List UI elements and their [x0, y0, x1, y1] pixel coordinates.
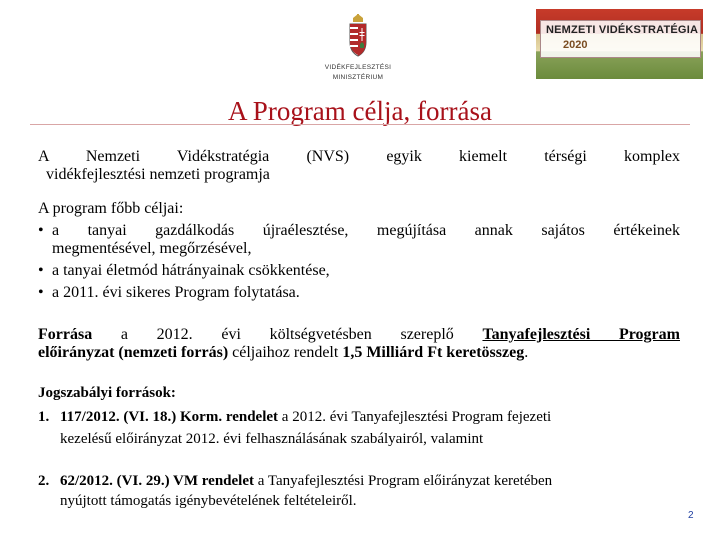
hungarian-coat-of-arms-icon	[347, 14, 369, 58]
source-line-2	[38, 344, 680, 362]
bullet-icon: •	[38, 262, 44, 279]
legal-ref: 117/2012. (VI. 18.) Korm. rendelet	[60, 409, 279, 425]
intro-text-a: A Nemzeti Vidékstratégia (NVS)	[38, 148, 350, 165]
program-name: Tanyafejlesztési Program	[482, 326, 680, 343]
page-number: 2	[688, 510, 694, 521]
legal-text-2: nyújtott támogatás igénybevételének feltételeiről.	[60, 493, 357, 509]
intro-line-1	[38, 148, 680, 166]
legal-item-number: 1.	[38, 409, 50, 425]
strategy-banner	[536, 9, 703, 79]
legal-ref: 62/2012. (VI. 29.) VM rendelet	[60, 473, 255, 489]
list-item-text: a 2011. évi sikeres Program folytatása.	[52, 284, 300, 301]
list-item-text: megmentésével, megőrzésével,	[52, 240, 252, 257]
intro-line-2: vidékfejlesztési nemzeti programja	[46, 166, 270, 183]
ministry-logo	[318, 14, 398, 84]
page-title: A Program célja, forrása	[228, 96, 492, 126]
logo-text-line1: VIDÉKFEJLESZTÉSI	[324, 64, 392, 71]
list-item-continuation	[38, 240, 680, 258]
legal-heading	[38, 385, 176, 402]
source-text-end: .	[524, 344, 529, 361]
source-label: Forrása	[38, 326, 93, 343]
list-item-text: a tanyai életmód hátrányainak csökkentése,	[52, 262, 330, 279]
logo-text-line2: MINISZTÉRIUM	[332, 74, 384, 81]
legal-heading-text: Jogszabályi források:	[38, 385, 176, 401]
list-item	[38, 262, 680, 280]
source-amount: 1,5 Milliárd Ft keretösszeg	[342, 344, 525, 361]
source-line-1	[38, 326, 680, 344]
legal-item	[38, 471, 680, 515]
source-paragraph	[38, 326, 680, 362]
intro-text-b: egyik kiemelt térségi komplex	[386, 148, 681, 165]
banner-title: NEMZETI VIDÉKSTRATÉGIA	[546, 24, 699, 36]
legal-item-text	[60, 471, 680, 511]
aims-heading: A program főbb céljai:	[38, 200, 184, 217]
list-item	[38, 284, 680, 302]
source-appropriation: előirányzat (nemzeti forrás)	[38, 344, 229, 361]
bullet-icon: •	[38, 284, 44, 301]
bullet-icon: •	[38, 222, 44, 239]
list-item	[38, 222, 680, 240]
list-item-text: a tanyai gazdálkodás újraélesztése, megújítása annak sajátos értékeinek	[52, 222, 680, 239]
source-text: a 2012. évi költségvetésben szereplő	[92, 326, 483, 343]
legal-text-1: a 2012. évi Tanyafejlesztési Program fejezeti	[278, 409, 552, 425]
source-text-mid: céljaihoz rendelt	[228, 344, 343, 361]
banner-year: 2020	[563, 39, 588, 51]
legal-item-text	[60, 406, 680, 450]
legal-item	[38, 406, 680, 450]
legal-text-1: a Tanyafejlesztési Program előirányzat keretében	[254, 473, 553, 489]
legal-text-2: kezelésű előirányzat 2012. évi felhasználásának szabályairól, valamint	[60, 431, 484, 447]
title-divider	[30, 124, 690, 125]
legal-item-number: 2.	[38, 473, 50, 489]
